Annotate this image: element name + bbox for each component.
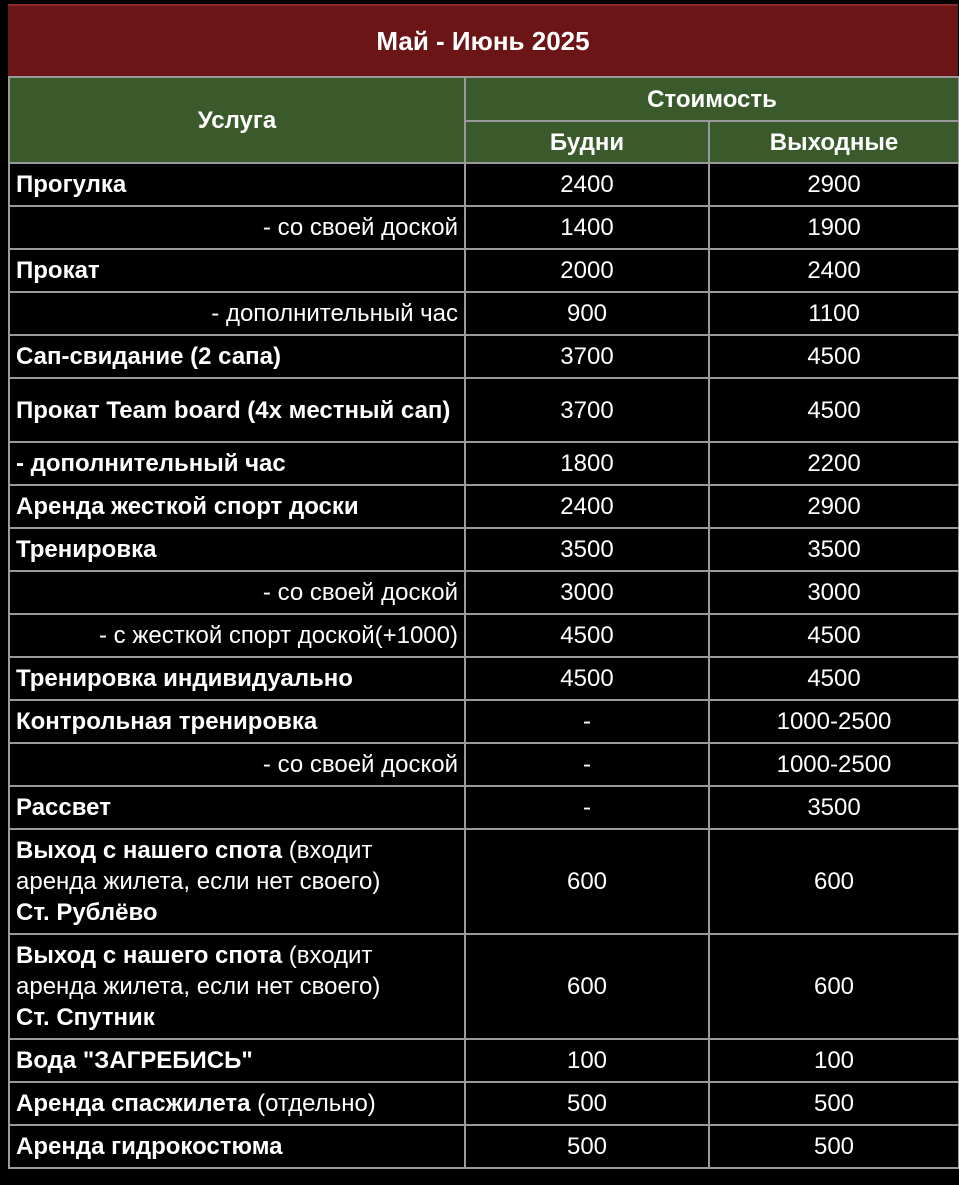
service-name: - дополнительный час: [9, 442, 465, 485]
table-row: [9, 528, 959, 571]
price-weekdays: 2000: [465, 249, 709, 292]
service-name: - дополнительный час: [9, 292, 465, 335]
service-name-station: Ст. Спутник: [16, 1004, 155, 1031]
table-row: [9, 934, 959, 1039]
service-name-bold: Выход с нашего спота: [16, 942, 283, 969]
price-weekends: 2400: [709, 249, 959, 292]
table-row: [9, 829, 959, 934]
service-name: Рассвет: [9, 786, 465, 829]
price-weekends: 4500: [709, 335, 959, 378]
service-name: Сап-свидание (2 сапа): [9, 335, 465, 378]
price-weekdays: 4500: [465, 614, 709, 657]
price-weekdays: 600: [465, 934, 709, 1039]
service-name-note: (входит аренда жилета, если нет своего): [16, 942, 381, 1000]
service-name-note: (входит аренда жилета, если нет своего): [16, 837, 381, 895]
service-name-station: Ст. Рублёво: [16, 899, 158, 926]
table-row: [9, 743, 959, 786]
price-weekends: 3500: [709, 528, 959, 571]
price-weekdays: 1400: [465, 206, 709, 249]
table-row: [9, 485, 959, 528]
price-weekends: 1000-2500: [709, 743, 959, 786]
price-weekdays: 500: [465, 1082, 709, 1125]
service-name: - с жесткой спорт доской(+1000): [9, 614, 465, 657]
price-weekends: 1100: [709, 292, 959, 335]
service-name: Контрольная тренировка: [9, 700, 465, 743]
column-header-weekends: Выходные: [709, 121, 959, 163]
table-row: [9, 206, 959, 249]
price-weekends: 1000-2500: [709, 700, 959, 743]
service-name: Аренда гидрокостюма: [9, 1125, 465, 1168]
price-weekdays: 3500: [465, 528, 709, 571]
price-weekdays: -: [465, 786, 709, 829]
price-weekdays: 4500: [465, 657, 709, 700]
price-weekdays: -: [465, 743, 709, 786]
price-weekends: 500: [709, 1082, 959, 1125]
price-weekdays: 100: [465, 1039, 709, 1082]
service-name: [9, 829, 465, 934]
column-header-service: Услуга: [9, 77, 465, 163]
column-header-weekdays: Будни: [465, 121, 709, 163]
service-name: [9, 934, 465, 1039]
price-weekdays: 900: [465, 292, 709, 335]
price-weekends: 4500: [709, 614, 959, 657]
table-row: [9, 442, 959, 485]
service-name-bold: Выход с нашего спота: [16, 837, 283, 864]
price-weekends: 600: [709, 829, 959, 934]
price-weekends: 2200: [709, 442, 959, 485]
price-weekends: 100: [709, 1039, 959, 1082]
service-name: - со своей доской: [9, 571, 465, 614]
service-name: Тренировка: [9, 528, 465, 571]
price-weekdays: 3000: [465, 571, 709, 614]
table-row: [9, 378, 959, 442]
price-weekends: 2900: [709, 163, 959, 206]
table-row: [9, 700, 959, 743]
service-name-note: (отдельно): [250, 1090, 376, 1117]
table-row: [9, 335, 959, 378]
table-row: [9, 1125, 959, 1168]
service-name: - со своей доской: [9, 743, 465, 786]
price-weekends: 3000: [709, 571, 959, 614]
column-header-cost: Стоимость: [465, 77, 959, 121]
price-weekends: 4500: [709, 378, 959, 442]
price-weekdays: 500: [465, 1125, 709, 1168]
service-name: Прокат: [9, 249, 465, 292]
service-name: Вода "ЗАГРЕБИСЬ": [9, 1039, 465, 1082]
price-weekends: 3500: [709, 786, 959, 829]
price-weekends: 1900: [709, 206, 959, 249]
page-title: Май - Июнь 2025: [8, 4, 958, 76]
price-weekends: 2900: [709, 485, 959, 528]
table-row: [9, 657, 959, 700]
price-weekdays: 3700: [465, 378, 709, 442]
price-table: [8, 76, 959, 1169]
price-weekdays: 3700: [465, 335, 709, 378]
service-name-bold: Аренда спасжилета: [16, 1090, 251, 1117]
table-row: [9, 571, 959, 614]
service-name: Аренда жесткой спорт доски: [9, 485, 465, 528]
table-row: [9, 786, 959, 829]
price-weekdays: 600: [465, 829, 709, 934]
table-row: [9, 1039, 959, 1082]
table-row: [9, 163, 959, 206]
price-weekdays: -: [465, 700, 709, 743]
table-row: [9, 614, 959, 657]
service-name: [9, 1082, 465, 1125]
service-name: Прокат Team board (4х местный сап): [9, 378, 465, 442]
price-weekdays: 1800: [465, 442, 709, 485]
price-weekends: 500: [709, 1125, 959, 1168]
table-header-row: [9, 77, 959, 121]
price-weekends: 4500: [709, 657, 959, 700]
service-name: Прогулка: [9, 163, 465, 206]
price-weekdays: 2400: [465, 163, 709, 206]
service-name: - со своей доской: [9, 206, 465, 249]
service-name: Тренировка индивидуально: [9, 657, 465, 700]
price-weekdays: 2400: [465, 485, 709, 528]
table-row: [9, 249, 959, 292]
table-row: [9, 292, 959, 335]
table-row: [9, 1082, 959, 1125]
price-weekends: 600: [709, 934, 959, 1039]
